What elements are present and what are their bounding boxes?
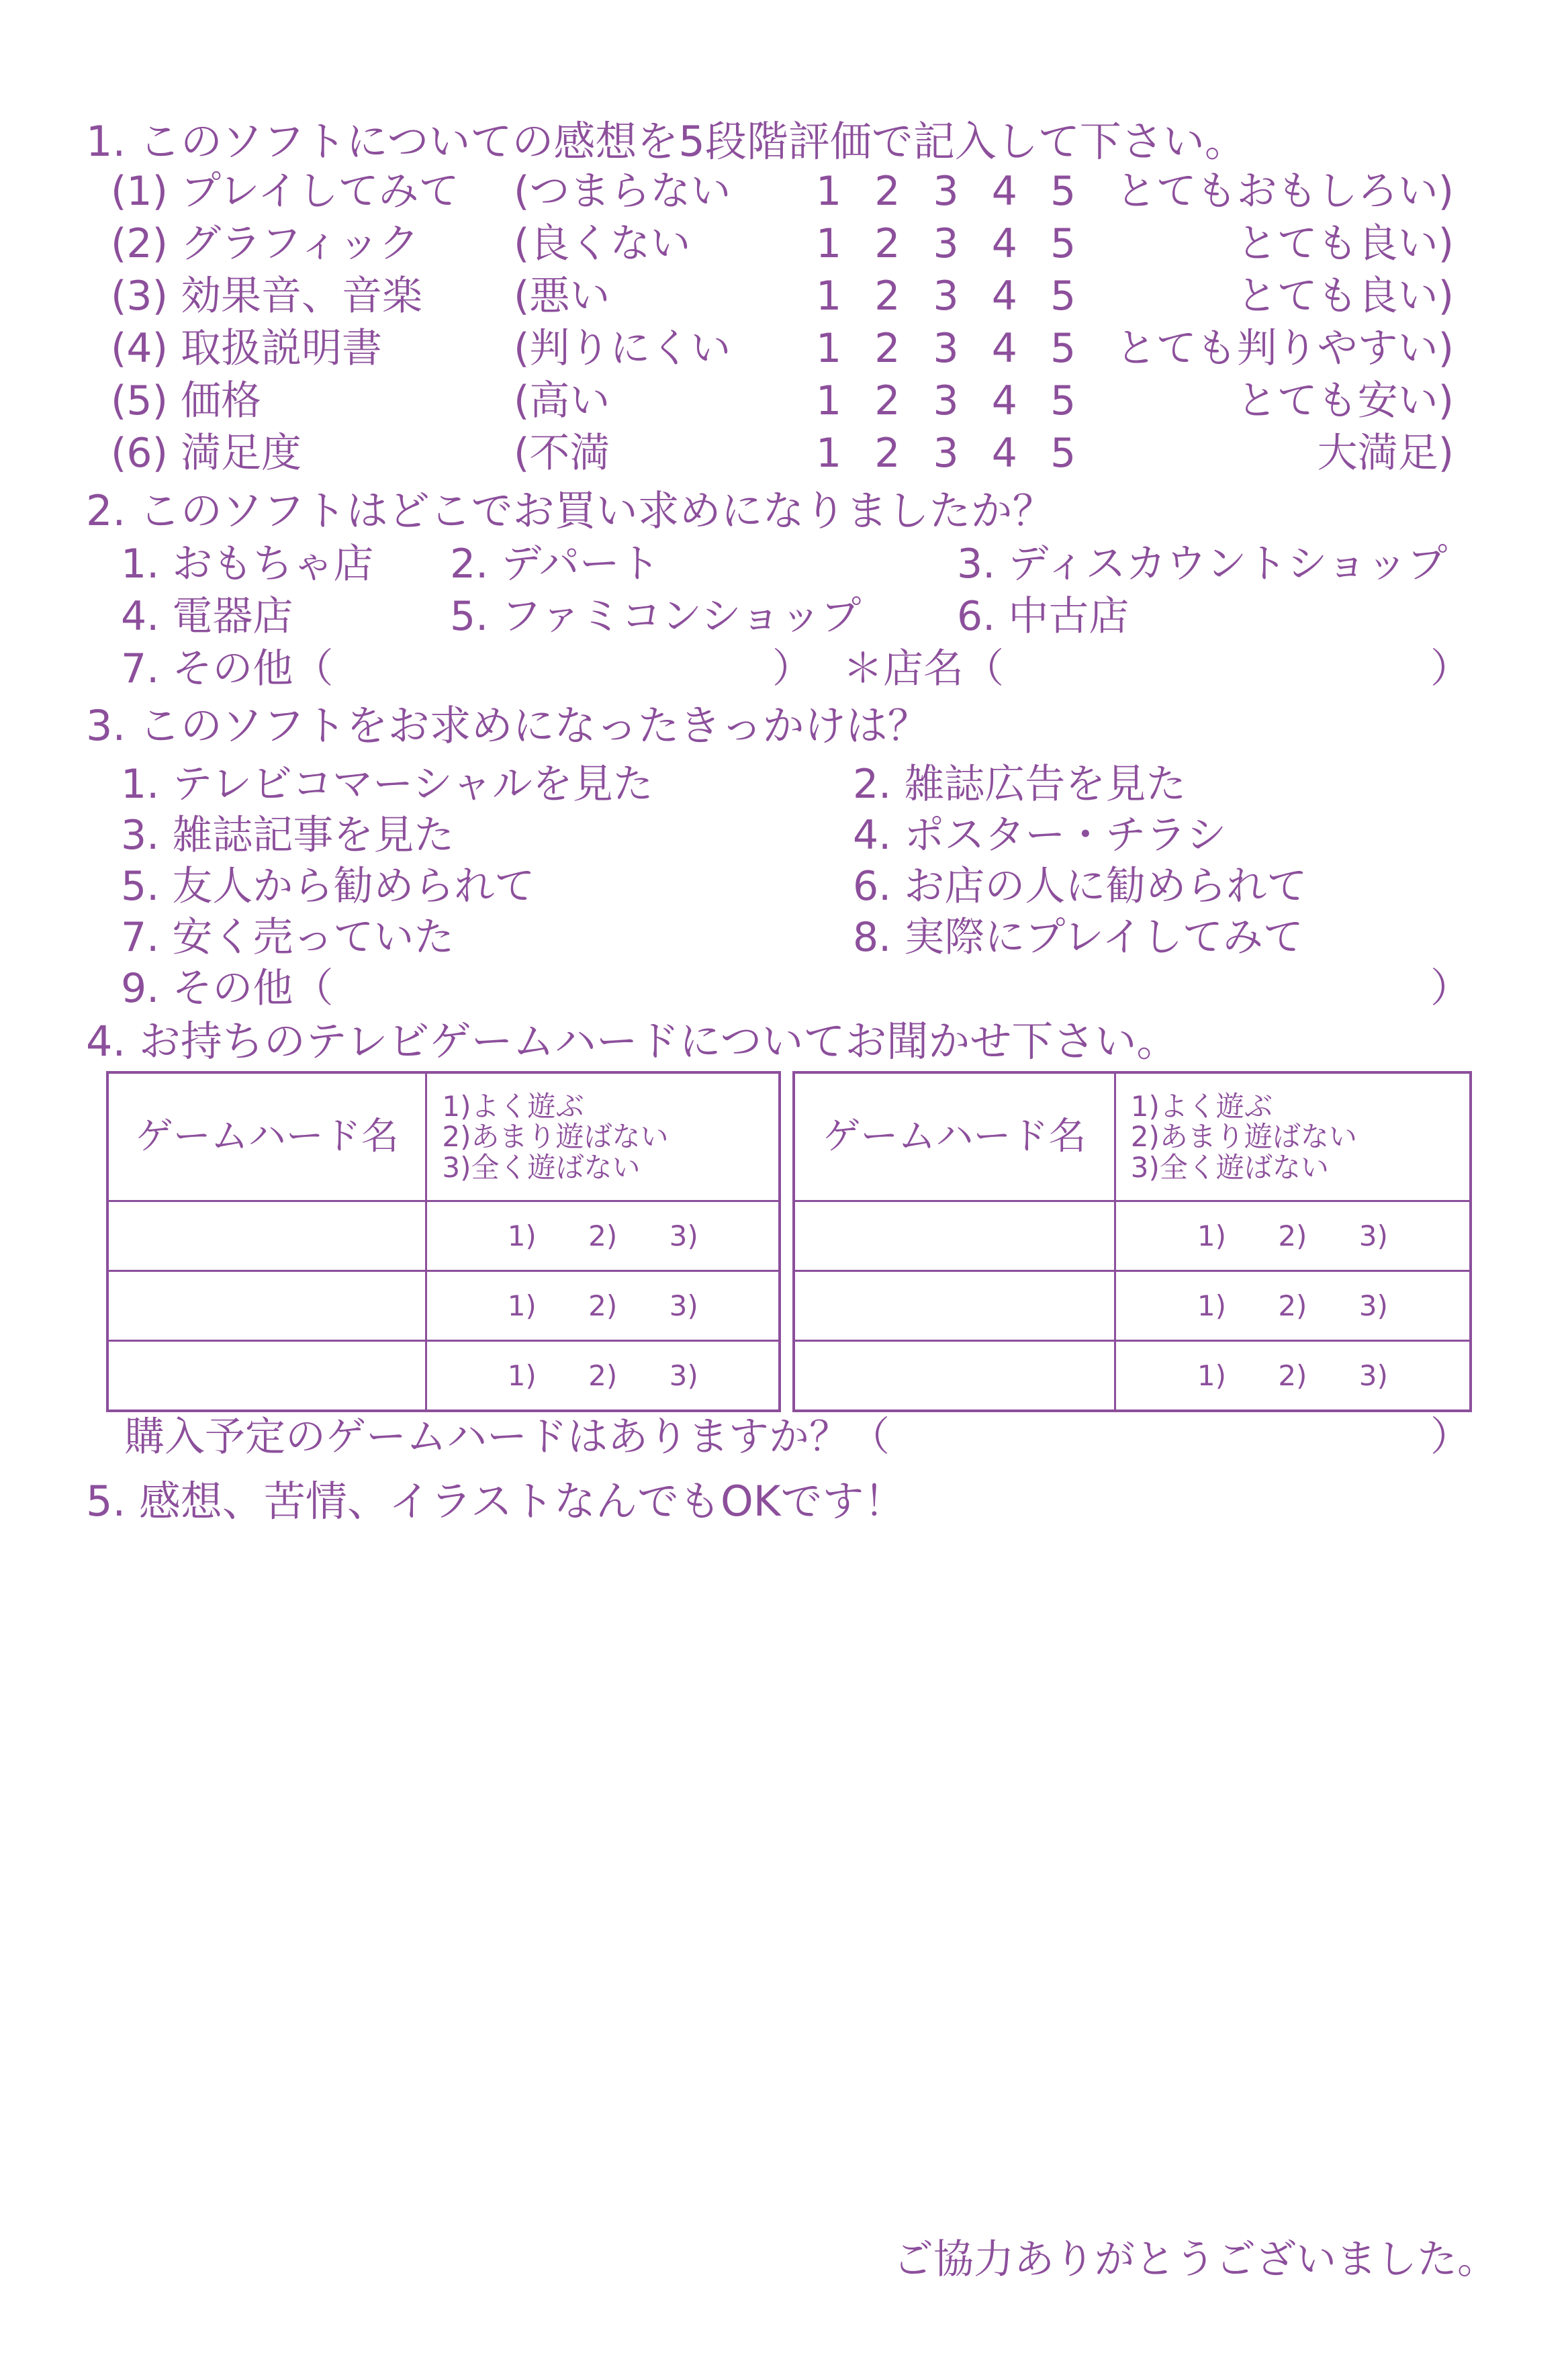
rating-label: (6) 満足度 [111, 430, 302, 477]
rating-low-anchor: (高い [514, 377, 610, 424]
q2-option-department-store[interactable]: 2. デパート [450, 541, 660, 588]
frequency-options[interactable]: 1) 2) 3) [426, 1271, 780, 1341]
q4-title: 4. お持ちのテレビゲームハードについてお聞かせ下さい。 [86, 1017, 1179, 1066]
rating-label: (2) グラフィック [111, 220, 420, 267]
rating-scale[interactable]: 1 2 3 4 5 [816, 168, 1076, 215]
hardware-name-header: ゲームハード名 [794, 1072, 1115, 1201]
q2-store-name-label[interactable]: ＊店名（ [843, 645, 1004, 692]
rating-label: (4) 取扱説明書 [111, 325, 383, 372]
q2-option-electronics-store[interactable]: 4. 電器店 [121, 593, 293, 640]
rating-scale[interactable]: 1 2 3 4 5 [816, 273, 1076, 320]
freq-line-never: 3)全く遊ばない [442, 1150, 641, 1184]
rating-high-anchor: とてもおもしろい) [1115, 168, 1454, 215]
frequency-options[interactable]: 1) 2) 3) [1115, 1201, 1471, 1271]
frequency-options[interactable]: 1) 2) 3) [426, 1341, 780, 1412]
rating-low-anchor: (つまらない [514, 168, 731, 215]
free-comment-area[interactable] [86, 1544, 1483, 2182]
planned-purchase-question[interactable]: 購入予定のゲームハードはありますか？（ [124, 1414, 890, 1461]
hardware-name-cell[interactable] [107, 1271, 426, 1341]
play-frequency-header [426, 1072, 780, 1201]
rating-low-anchor: (判りにくい [514, 325, 731, 372]
hardware-name-cell[interactable] [107, 1341, 426, 1412]
q3-option-cheap[interactable]: 7. 安く売っていた [121, 914, 455, 961]
hardware-table-right [792, 1071, 1472, 1412]
rating-low-anchor: (不満 [514, 430, 610, 477]
hardware-table-left [106, 1071, 781, 1412]
q3-title: 3. このソフトをお求めになったきっかけは？ [86, 701, 929, 750]
rating-label: (5) 価格 [111, 377, 262, 424]
hardware-name-cell[interactable] [794, 1201, 1115, 1271]
rating-scale[interactable]: 1 2 3 4 5 [816, 220, 1076, 267]
rating-low-anchor: (悪い [514, 273, 610, 320]
play-frequency-header [1115, 1072, 1471, 1201]
frequency-options[interactable]: 1) 2) 3) [1115, 1271, 1471, 1341]
frequency-options[interactable]: 1) 2) 3) [1115, 1341, 1471, 1412]
rating-scale[interactable]: 1 2 3 4 5 [816, 377, 1076, 424]
planned-purchase-close-paren: ） [1430, 1414, 1471, 1461]
q2-option-other[interactable]: 7. その他（ [121, 645, 334, 692]
hardware-name-cell[interactable] [107, 1201, 426, 1271]
freq-line-never: 3)全く遊ばない [1130, 1150, 1329, 1184]
rating-high-anchor: 大満足) [1317, 430, 1454, 477]
q1-title: 1. このソフトについての感想を5段階評価で記入して下さい。 [86, 117, 1246, 166]
hardware-name-header: ゲームハード名 [107, 1072, 426, 1201]
rating-low-anchor: (良くない [514, 220, 691, 267]
q2-other-close-paren: ） [772, 645, 813, 692]
q2-title: 2. このソフトはどこでお買い求めになりましたか？ [86, 486, 1054, 535]
q2-option-discount-shop[interactable]: 3. ディスカウントショップ [957, 541, 1448, 588]
rating-high-anchor: とても良い) [1236, 273, 1454, 320]
frequency-options[interactable]: 1) 2) 3) [426, 1201, 780, 1271]
rating-label: (3) 効果音、音楽 [111, 273, 423, 320]
q2-store-name-close-paren: ） [1430, 645, 1471, 692]
q3-option-tv-commercial[interactable]: 1. テレビコマーシャルを見た [121, 761, 653, 808]
q2-option-toy-store[interactable]: 1. おもちゃ店 [121, 541, 374, 588]
q3-other-close-paren: ） [1430, 965, 1471, 1012]
q3-option-other[interactable]: 9. その他（ [121, 965, 334, 1012]
rating-high-anchor: とても判りやすい) [1115, 325, 1454, 372]
q2-option-famicom-shop[interactable]: 5. ファミコンショップ [450, 593, 862, 640]
rating-label: (1) プレイしてみて [111, 168, 459, 215]
q3-option-magazine-article[interactable]: 3. 雑誌記事を見た [121, 812, 455, 859]
q3-option-poster-flyer[interactable]: 4. ポスター・チラシ [853, 812, 1227, 859]
hardware-name-cell[interactable] [794, 1341, 1115, 1412]
q3-option-staff-recommend[interactable]: 6. お店の人に勧められて [853, 863, 1307, 910]
thank-you-message: ご協力ありがとうございました。 [893, 2236, 1497, 2283]
rating-scale[interactable]: 1 2 3 4 5 [816, 430, 1076, 477]
freq-line-often: 1)よく遊ぶ [442, 1089, 584, 1123]
q2-option-used-store[interactable]: 6. 中古店 [957, 593, 1129, 640]
q5-title: 5. 感想、苦情、イラストなんでもOKです！ [86, 1477, 906, 1526]
rating-high-anchor: とても良い) [1236, 220, 1454, 267]
q3-option-friend-recommend[interactable]: 5. 友人から勧められて [121, 863, 535, 910]
freq-line-rarely: 2)あまり遊ばない [442, 1120, 669, 1154]
rating-scale[interactable]: 1 2 3 4 5 [816, 325, 1076, 372]
q3-option-magazine-ad[interactable]: 2. 雑誌広告を見た [853, 761, 1187, 808]
freq-line-often: 1)よく遊ぶ [1130, 1089, 1273, 1123]
freq-line-rarely: 2)あまり遊ばない [1130, 1120, 1357, 1154]
q3-option-played-it[interactable]: 8. 実際にプレイしてみて [853, 914, 1303, 961]
hardware-name-cell[interactable] [794, 1271, 1115, 1341]
rating-high-anchor: とても安い) [1236, 377, 1454, 424]
